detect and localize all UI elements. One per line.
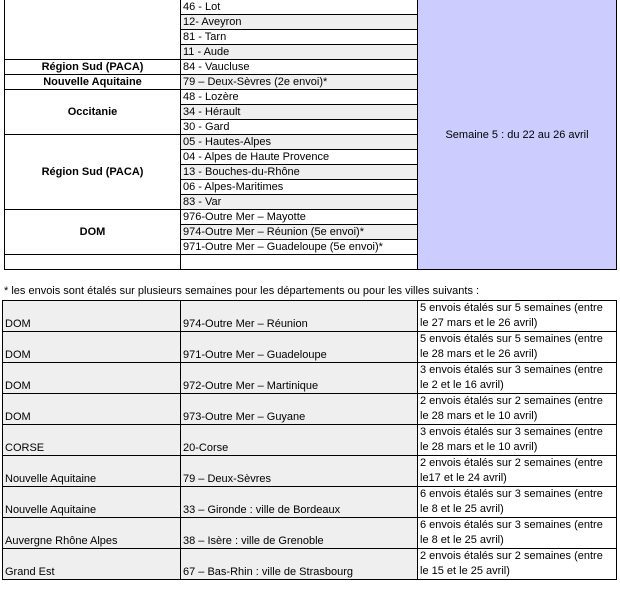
dept-cell: 11 - Aude xyxy=(181,45,418,60)
table-row xyxy=(3,487,617,518)
dept-cell: 46 - Lot xyxy=(181,0,418,15)
region-cell: Nouvelle Aquitaine xyxy=(3,456,181,487)
dept-cell: 34 - Hérault xyxy=(181,105,418,120)
dept-cell: 974-Outre Mer – Réunion xyxy=(181,301,418,332)
dept-cell: 30 - Gard xyxy=(181,120,418,135)
dept-cell: 12- Aveyron xyxy=(181,15,418,30)
spacer-cell xyxy=(5,255,181,270)
desc-cell: 6 envois étalés sur 3 semaines (entre le 8 et le 25 avril) xyxy=(418,487,617,518)
desc-cell: 5 envois étalés sur 5 semaines (entre le 27 mars et le 26 avril) xyxy=(418,301,617,332)
region-cell: Auvergne Rhône Alpes xyxy=(3,518,181,549)
region-cell: DOM xyxy=(3,394,181,425)
dept-cell: 79 – Deux-Sèvres xyxy=(181,456,418,487)
table-row xyxy=(5,0,617,15)
footnote: * les envois sont étalés sur plusieurs semaines pour les départements ou pour les villes suivants : xyxy=(4,285,480,297)
region-cell xyxy=(5,0,181,60)
table-row xyxy=(3,363,617,394)
region-cell: DOM xyxy=(3,332,181,363)
dept-cell: 971-Outre Mer – Guadeloupe xyxy=(181,332,418,363)
table-row xyxy=(3,301,617,332)
region-cell: Occitanie xyxy=(5,90,181,135)
dept-cell: 67 – Bas-Rhin : ville de Strasbourg xyxy=(181,549,418,580)
dept-cell: 38 – Isère : ville de Grenoble xyxy=(181,518,418,549)
desc-cell: 3 envois étalés sur 3 semaines (entre le 2 et le 16 avril) xyxy=(418,363,617,394)
desc-cell: 6 envois étalés sur 3 semaines (entre le 8 et le 25 avril) xyxy=(418,518,617,549)
table-row xyxy=(3,425,617,456)
dept-cell: 81 - Tarn xyxy=(181,30,418,45)
dept-cell: 05 - Hautes-Alpes xyxy=(181,135,418,150)
dept-cell: 972-Outre Mer – Martinique xyxy=(181,363,418,394)
table-row xyxy=(3,332,617,363)
table-row xyxy=(3,518,617,549)
dept-cell: 20-Corse xyxy=(181,425,418,456)
dept-cell: 973-Outre Mer – Guyane xyxy=(181,394,418,425)
dept-cell: 13 - Bouches-du-Rhône xyxy=(181,165,418,180)
region-cell: Grand Est xyxy=(3,549,181,580)
region-cell: Nouvelle Aquitaine xyxy=(3,487,181,518)
desc-cell: 5 envois étalés sur 5 semaines (entre le 28 mars et le 26 avril) xyxy=(418,332,617,363)
dept-cell: 06 - Alpes-Maritimes xyxy=(181,180,418,195)
dept-cell: 971-Outre Mer – Guadeloupe (5e envoi)* xyxy=(181,240,418,255)
desc-cell: 3 envois étalés sur 3 semaines (entre le 28 mars et le 10 avril) xyxy=(418,425,617,456)
region-cell: Nouvelle Aquitaine xyxy=(5,75,181,90)
week-cell: Semaine 5 : du 22 au 26 avril xyxy=(418,0,617,270)
region-cell: Région Sud (PACA) xyxy=(5,60,181,75)
table-row xyxy=(3,394,617,425)
region-cell: DOM xyxy=(5,210,181,255)
dept-cell: 974-Outre Mer – Réunion (5e envoi)* xyxy=(181,225,418,240)
dept-cell: 48 - Lozère xyxy=(181,90,418,105)
details-table xyxy=(2,300,617,580)
region-cell: Région Sud (PACA) xyxy=(5,135,181,210)
dept-cell: 04 - Alpes de Haute Provence xyxy=(181,150,418,165)
dept-cell: 83 - Var xyxy=(181,195,418,210)
region-cell: CORSE xyxy=(3,425,181,456)
region-cell: DOM xyxy=(3,363,181,394)
table-row xyxy=(3,549,617,580)
table-row xyxy=(3,456,617,487)
dept-cell: 84 - Vaucluse xyxy=(181,60,418,75)
region-cell: DOM xyxy=(3,301,181,332)
dept-cell: 976-Outre Mer – Mayotte xyxy=(181,210,418,225)
dept-cell: 33 – Gironde : ville de Bordeaux xyxy=(181,487,418,518)
spacer-cell xyxy=(181,255,418,270)
schedule-table xyxy=(4,0,617,270)
desc-cell: 2 envois étalés sur 2 semaines (entre le17 et le 24 avril) xyxy=(418,456,617,487)
dept-cell: 79 – Deux-Sèvres (2e envoi)* xyxy=(181,75,418,90)
desc-cell: 2 envois étalés sur 2 semaines (entre le 28 mars et le 10 avril) xyxy=(418,394,617,425)
desc-cell: 2 envois étalés sur 2 semaines (entre le 15 et le 25 avril) xyxy=(418,549,617,580)
